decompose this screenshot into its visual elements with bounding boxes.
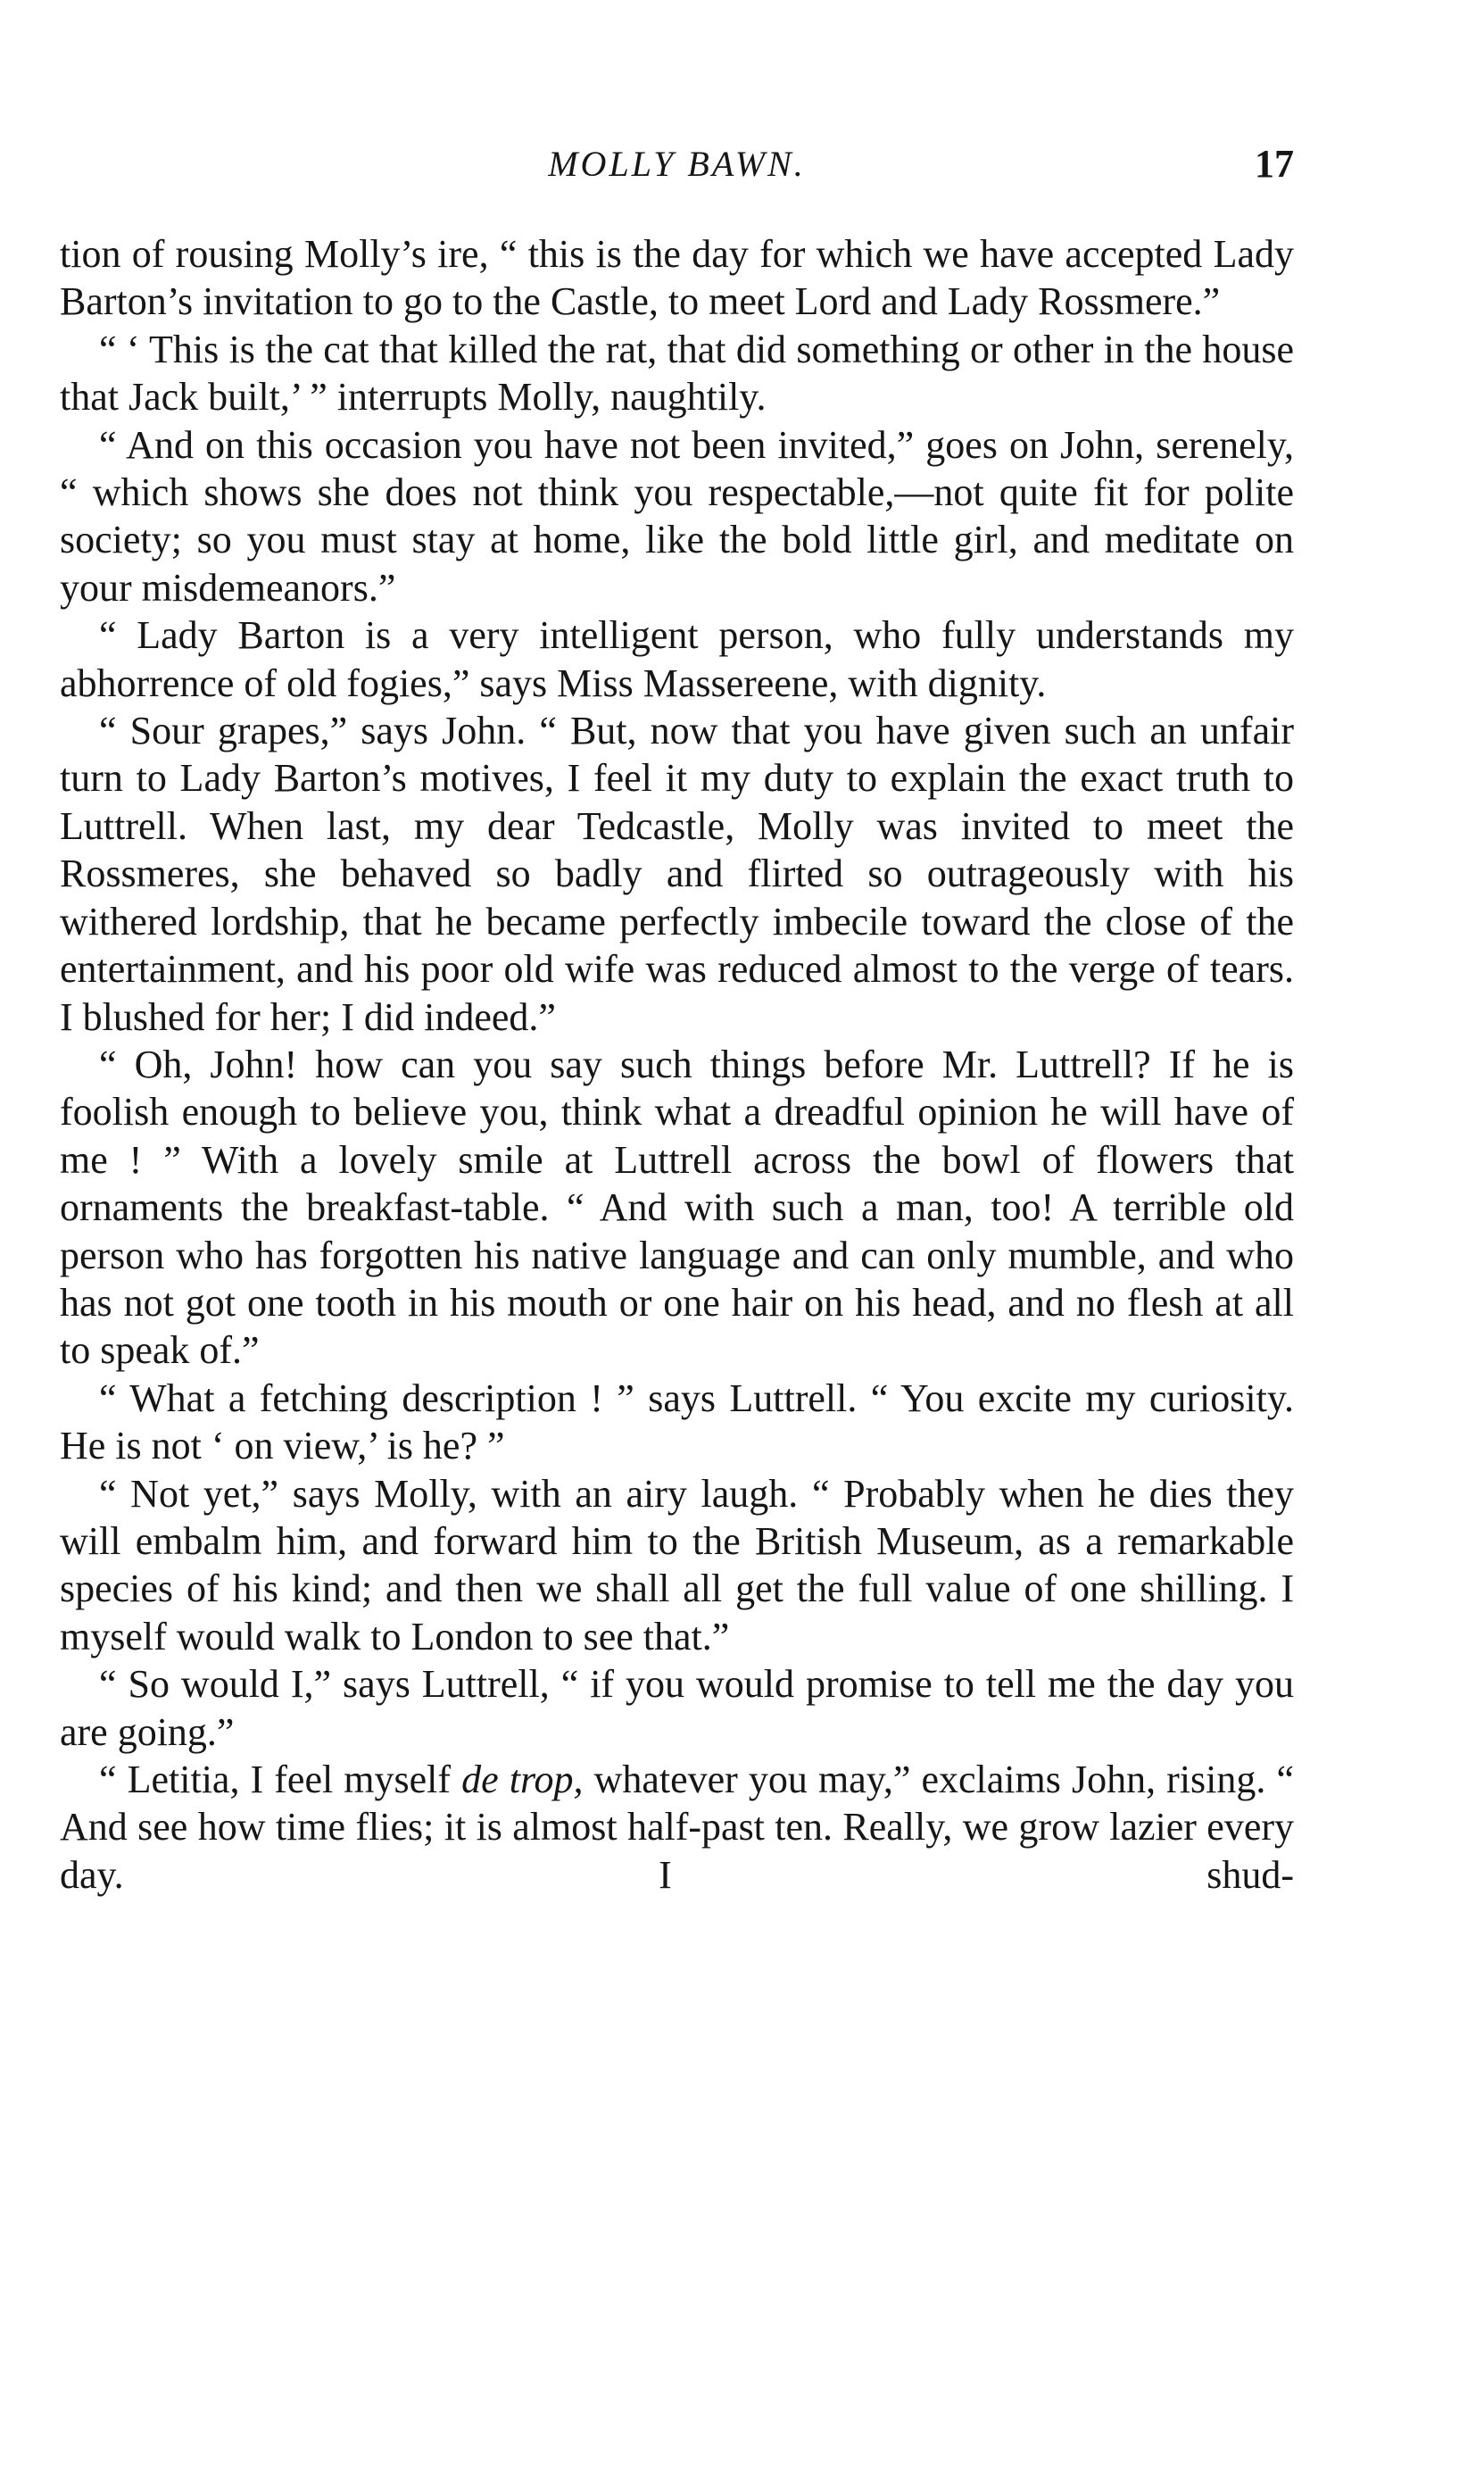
- paragraph: “ Sour grapes,” says John. “ But, now that you have given such an unfair turn to Lady Barton’s motives, I feel it my duty to explain the exact truth to Luttrell. When last, my dear Tedcastle, Molly was invited to meet the Rossmeres, she behaved so badly and flirted so outrageously with his withered lordship, that he became perfectly imbecile toward the close of the entertainment, and his poor old wife was reduced almost to the verge of tears. I blushed for her; I did indeed.”: [60, 709, 1294, 1039]
- paragraph-text: whatever you may,” exclaims John, rising. “ And see how time flies; it is almost half-past ten. Really, we grow lazier every day. I shud-: [60, 1758, 1295, 1897]
- running-title: MOLLY BAWN.: [548, 144, 806, 184]
- paragraph-text: “ Letitia, I feel myself: [99, 1758, 462, 1801]
- paragraph-last: [60, 1756, 1294, 1899]
- italic-phrase: de trop,: [461, 1758, 584, 1801]
- paragraph: “ And on this occasion you have not been invited,” goes on John, serenely, “ which shows she does not think you respectable,—not quite fit for polite society; so you must stay at home, like the bold little girl, and meditate on your misdemeanors.”: [60, 422, 1294, 610]
- running-head: [60, 137, 1294, 191]
- paragraph: “ Not yet,” says Molly, with an airy laugh. “ Probably when he dies they will embalm him, and forward him to the British Museum, as a remarkable species of his kind; and then we shall all get the full value of one shilling. I myself would walk to London to see that.”: [60, 1471, 1294, 1658]
- paragraph: “ ‘ This is the cat that killed the rat, that did something or other in the house that Jack built,’ ” interrupts Molly, naughtily.: [60, 327, 1294, 420]
- paragraph-continuation: tion of rousing Molly’s ire, “ this is the day for which we have accepted Lady Barton’s invitation to go to the Castle, to meet Lord and Lady Rossmere.”: [60, 232, 1294, 324]
- paragraph: “ So would I,” says Luttrell, “ if you would promise to tell me the day you are going.”: [60, 1662, 1294, 1754]
- paragraph: “ Lady Barton is a very intelligent person, who fully understands my abhorrence of old fogies,” says Miss Massereene, with dignity.: [60, 613, 1294, 705]
- paragraph: “ What a fetching description ! ” says Luttrell. “ You excite my curiosity. He is not ‘ on view,’ is he? ”: [60, 1376, 1294, 1468]
- body-text: [60, 230, 1294, 1899]
- page-number: 17: [1255, 142, 1294, 186]
- paragraph: “ Oh, John! how can you say such things before Mr. Luttrell? If he is foolish enough to believe you, think what a dreadful opinion he will have of me ! ” With a lovely smile at Luttrell across the bowl of flowers that ornaments the breakfast-table. “ And with such a man, too! A terrible old person who has forgotten his native language and can only mumble, and who has not got one tooth in his mouth or one hair on his head, and no flesh at all to speak of.”: [60, 1042, 1294, 1373]
